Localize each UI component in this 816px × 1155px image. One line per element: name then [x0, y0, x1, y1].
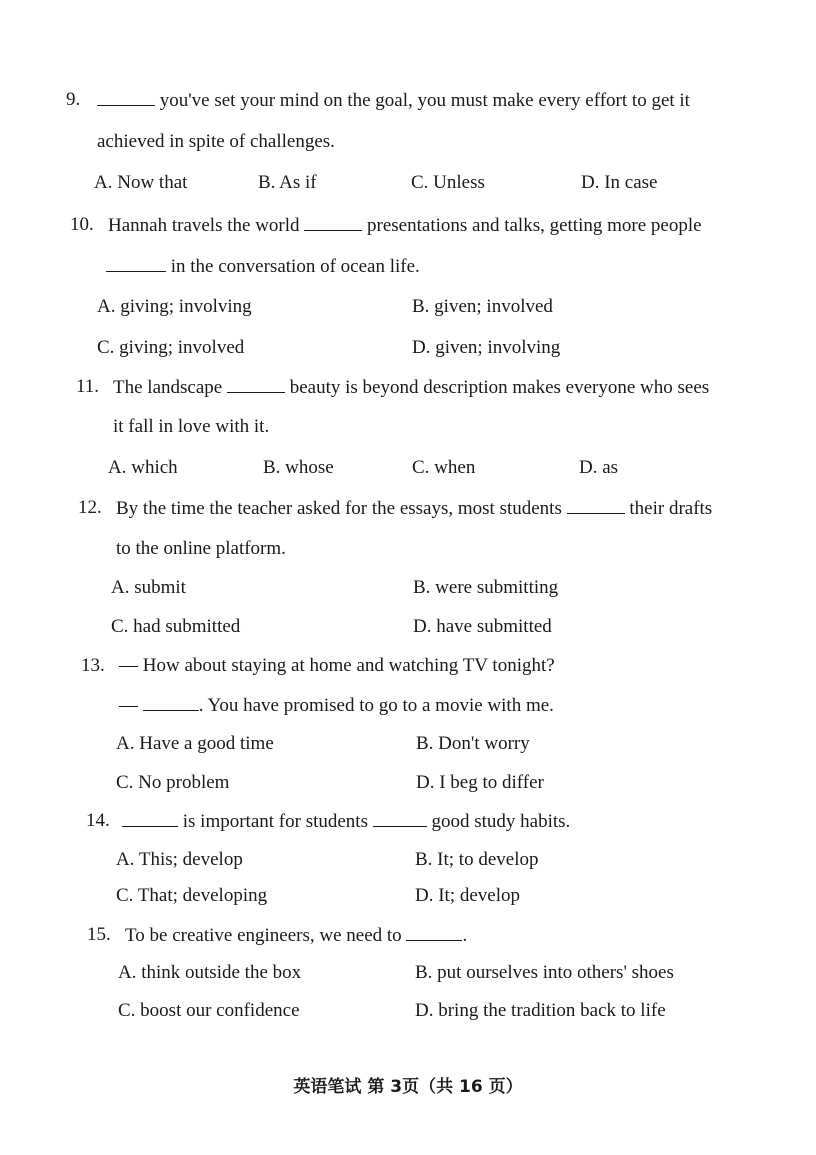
option-c: C. Unless — [411, 172, 485, 193]
question-stem-line: it fall in love with it. — [113, 416, 270, 437]
option-b: B. Don't worry — [416, 733, 530, 754]
stem-text: By the time the teacher asked for the essays, most students — [116, 498, 567, 519]
question-stem-line — [116, 496, 712, 521]
question-stem-line — [97, 88, 690, 113]
option-c: C. when — [412, 457, 476, 478]
stem-text: — — [119, 695, 143, 716]
answer-blank — [97, 88, 155, 106]
question-stem-line — [125, 923, 467, 948]
stem-text: good study habits. — [426, 811, 571, 832]
option-b: B. were submitting — [413, 577, 559, 598]
option-b: B. given; involved — [412, 296, 553, 317]
stem-text: The landscape — [113, 377, 227, 398]
question-stem-line — [106, 254, 420, 279]
option-d: D. I beg to differ — [416, 772, 544, 793]
question-stem-line: achieved in spite of challenges. — [97, 131, 335, 152]
stem-text: . You have promised to go to a movie with me. — [198, 695, 554, 716]
stem-text: in the conversation of ocean life. — [166, 256, 420, 277]
option-a: A. think outside the box — [118, 962, 302, 983]
option-a: A. Now that — [94, 172, 188, 193]
question-stem-line — [122, 809, 570, 834]
option-c: C. giving; involved — [97, 337, 245, 358]
question-stem-line — [108, 213, 702, 238]
answer-blank — [227, 375, 285, 393]
answer-blank — [106, 254, 166, 272]
answer-blank — [304, 213, 362, 231]
stem-text: their drafts — [624, 498, 713, 519]
stem-text: is important for students — [178, 811, 373, 832]
stem-text: To be creative engineers, we need to — [125, 925, 407, 946]
option-a: A. which — [108, 457, 178, 478]
question-number: 15. — [87, 924, 111, 945]
question-number: 9. — [66, 89, 81, 110]
stem-text: you've set your mind on the goal, you must make every effort to get it — [155, 90, 690, 111]
option-c: C. boost our confidence — [118, 1000, 300, 1021]
option-d: D. bring the tradition back to life — [415, 1000, 666, 1021]
question-number: 14. — [86, 810, 110, 831]
stem-text: Hannah travels the world — [108, 215, 305, 236]
answer-blank — [373, 809, 427, 827]
answer-blank — [567, 496, 625, 514]
question-number: 10. — [70, 214, 94, 235]
stem-text: presentations and talks, getting more people — [362, 215, 702, 236]
option-b: B. put ourselves into others' shoes — [415, 962, 674, 983]
page-footer: 英语笔试 第 3页（共 16 页） — [293, 1077, 523, 1097]
option-b: B. It; to develop — [415, 849, 539, 870]
question-number: 11. — [76, 376, 100, 397]
stem-text: . — [462, 925, 468, 946]
option-d: D. In case — [581, 172, 658, 193]
option-b: B. As if — [258, 172, 317, 193]
answer-blank — [406, 923, 462, 941]
option-a: A. Have a good time — [116, 733, 274, 754]
question-number: 13. — [81, 655, 105, 676]
option-d: D. It; develop — [415, 885, 521, 906]
dialogue-line: — How about staying at home and watching TV tonight? — [119, 655, 555, 676]
question-number: 12. — [78, 497, 102, 518]
stem-text: beauty is beyond description makes everyone who sees — [284, 377, 710, 398]
option-a: A. submit — [111, 577, 186, 598]
answer-blank — [122, 809, 178, 827]
option-c: C. had submitted — [111, 616, 241, 637]
option-d: D. as — [579, 457, 619, 478]
question-stem-line — [113, 375, 709, 400]
option-c: C. That; developing — [116, 885, 268, 906]
option-c: C. No problem — [116, 772, 230, 793]
option-a: A. giving; involving — [97, 296, 252, 317]
dialogue-line — [119, 693, 554, 718]
answer-blank — [143, 693, 199, 711]
option-d: D. have submitted — [413, 616, 552, 637]
question-stem-line: to the online platform. — [116, 538, 286, 559]
option-d: D. given; involving — [412, 337, 561, 358]
option-a: A. This; develop — [116, 849, 243, 870]
option-b: B. whose — [263, 457, 334, 478]
